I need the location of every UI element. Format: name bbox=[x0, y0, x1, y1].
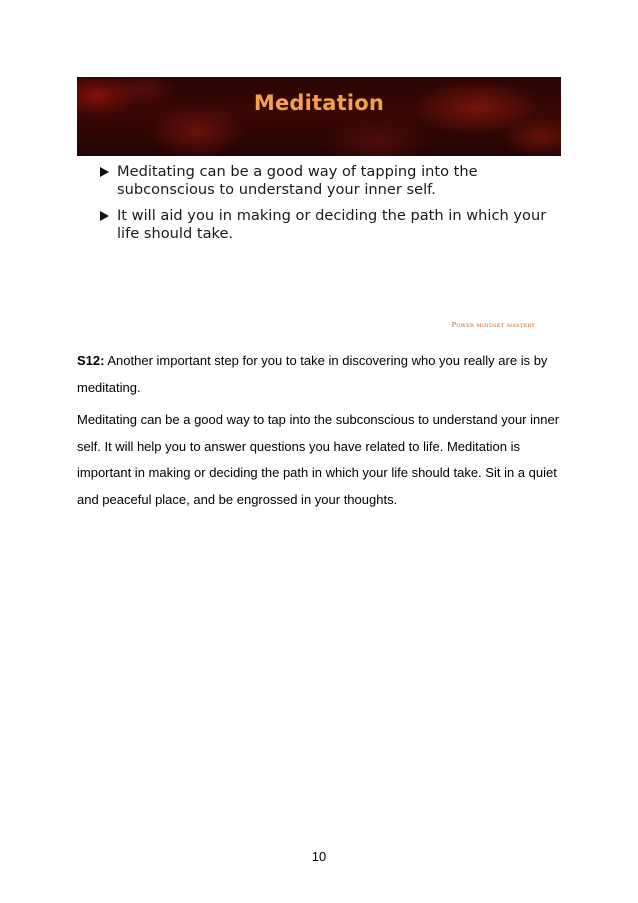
slide-watermark: Power mindset mastery bbox=[451, 321, 535, 329]
slide-header-banner bbox=[77, 77, 561, 156]
slide-title: Meditation bbox=[253, 91, 385, 115]
paragraph-meditation: Meditating can be a good way to tap into the subconscious to understand your inner self. It will help you to answer questions you have related to life. Meditation is important in making or deciding the path in which your life should take. Sit in a quiet and peaceful place, and be engrossed in your thoughts. bbox=[77, 412, 560, 507]
slide-label: S12: bbox=[77, 353, 105, 368]
paragraph-slide-note bbox=[77, 348, 567, 401]
paragraph-text: Another important step for you to take in discovering who you really are is by meditating. bbox=[77, 353, 548, 395]
body-text bbox=[77, 348, 567, 519]
slide-image bbox=[77, 77, 561, 337]
slide-bullet-text: It will aid you in making or deciding the path in which your life should take. bbox=[117, 207, 547, 242]
slide-bullet-list bbox=[99, 163, 549, 251]
triangle-bullet-icon bbox=[100, 167, 109, 177]
triangle-bullet-icon bbox=[100, 211, 109, 221]
slide-bullet-item bbox=[99, 207, 549, 243]
slide-bullet-item bbox=[99, 163, 549, 199]
slide-bullet-text: Meditating can be a good way of tapping into the subconscious to understand your inner self. bbox=[117, 163, 478, 198]
page-number: 10 bbox=[311, 849, 327, 864]
